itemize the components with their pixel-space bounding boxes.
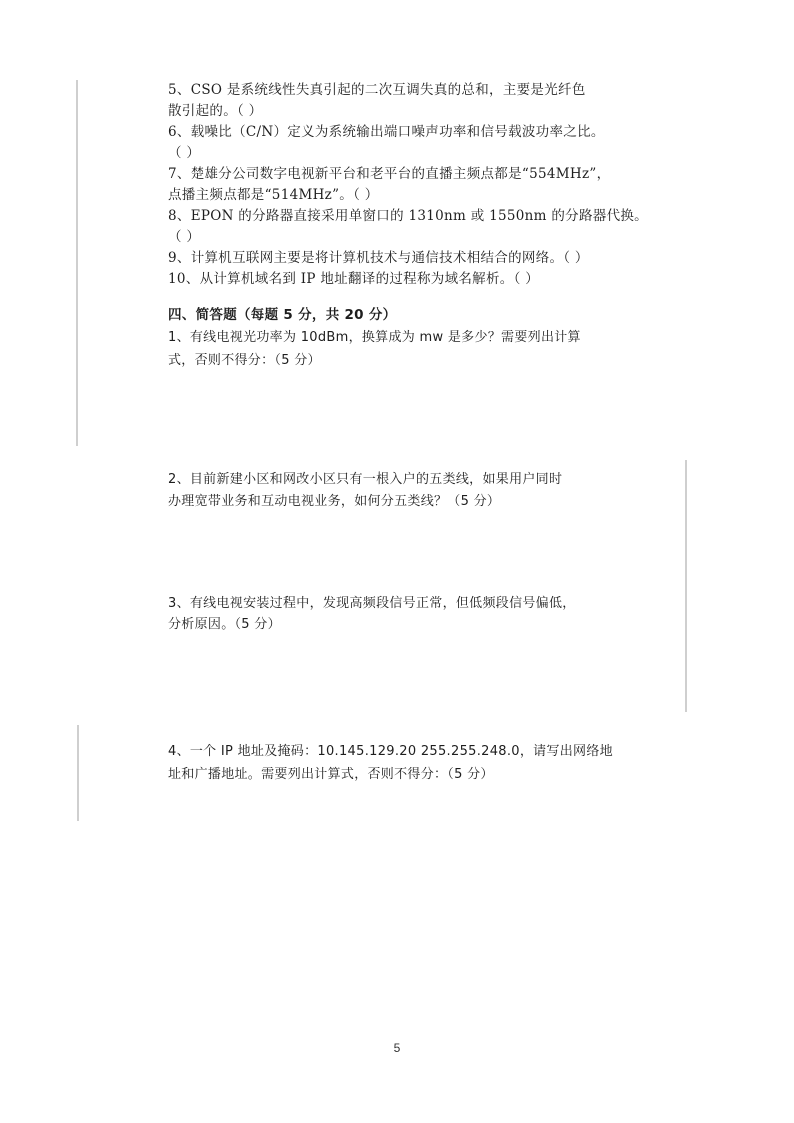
- section-heading-short-answer: 四、简答题（每题 5 分，共 20 分）: [168, 307, 397, 323]
- question-3-line-2: 分析原因。（5 分）: [168, 617, 281, 632]
- question-2-line-1: 2、目前新建小区和网改小区只有一根入户的五类线，如果用户同时: [168, 472, 563, 487]
- question-2-line-2: 办理宽带业务和互动电视业务，如何分五类线？（5 分）: [168, 494, 501, 509]
- question-4-line-2: 址和广播地址。需要列出计算式，否则不得分：（5 分）: [168, 767, 494, 782]
- question-1-line-1: 1、有线电视光功率为 10dBm，换算成为 mw 是多少？需要列出计算: [168, 330, 581, 345]
- question-3-line-1: 3、有线电视安装过程中，发现高频段信号正常，但低频段信号偏低，: [168, 596, 576, 611]
- scan-margin-line-left-bottom: [77, 725, 79, 821]
- page-number: 5: [393, 1041, 401, 1055]
- scan-margin-line-right: [685, 460, 687, 712]
- true-false-item-7-line-1: 7、楚雄分公司数字电视新平台和老平台的直播主频点都是“554MHz”，: [168, 166, 611, 182]
- true-false-item-8-line-1: 8、EPON 的分路器直接采用单窗口的 1310nm 或 1550nm 的分路器代换。: [168, 208, 648, 224]
- question-1-line-2: 式，否则不得分：（5 分）: [168, 353, 321, 368]
- true-false-item-6-line-1: 6、载噪比（C/N）定义为系统输出端口噪声功率和信号载波功率之比。: [168, 124, 605, 140]
- true-false-item-8-line-2: （ ）: [168, 229, 201, 245]
- true-false-item-6-line-2: （ ）: [168, 145, 201, 161]
- true-false-item-9: 9、计算机互联网主要是将计算机技术与通信技术相结合的网络。（ ）: [168, 250, 589, 266]
- question-4-line-1: 4、一个 IP 地址及掩码：10.145.129.20 255.255.248.0，请写出网络地: [168, 744, 613, 759]
- true-false-item-5-line-2: 散引起的。（ ）: [168, 103, 263, 119]
- true-false-item-5-line-1: 5、CSO 是系统线性失真引起的二次互调失真的总和，主要是光纤色: [168, 82, 586, 98]
- true-false-item-7-line-2: 点播主频点都是“514MHz”。（ ）: [168, 187, 379, 203]
- true-false-item-10: 10、从计算机域名到 IP 地址翻译的过程称为域名解析。（ ）: [168, 271, 540, 287]
- scan-margin-line-left-top: [76, 80, 78, 446]
